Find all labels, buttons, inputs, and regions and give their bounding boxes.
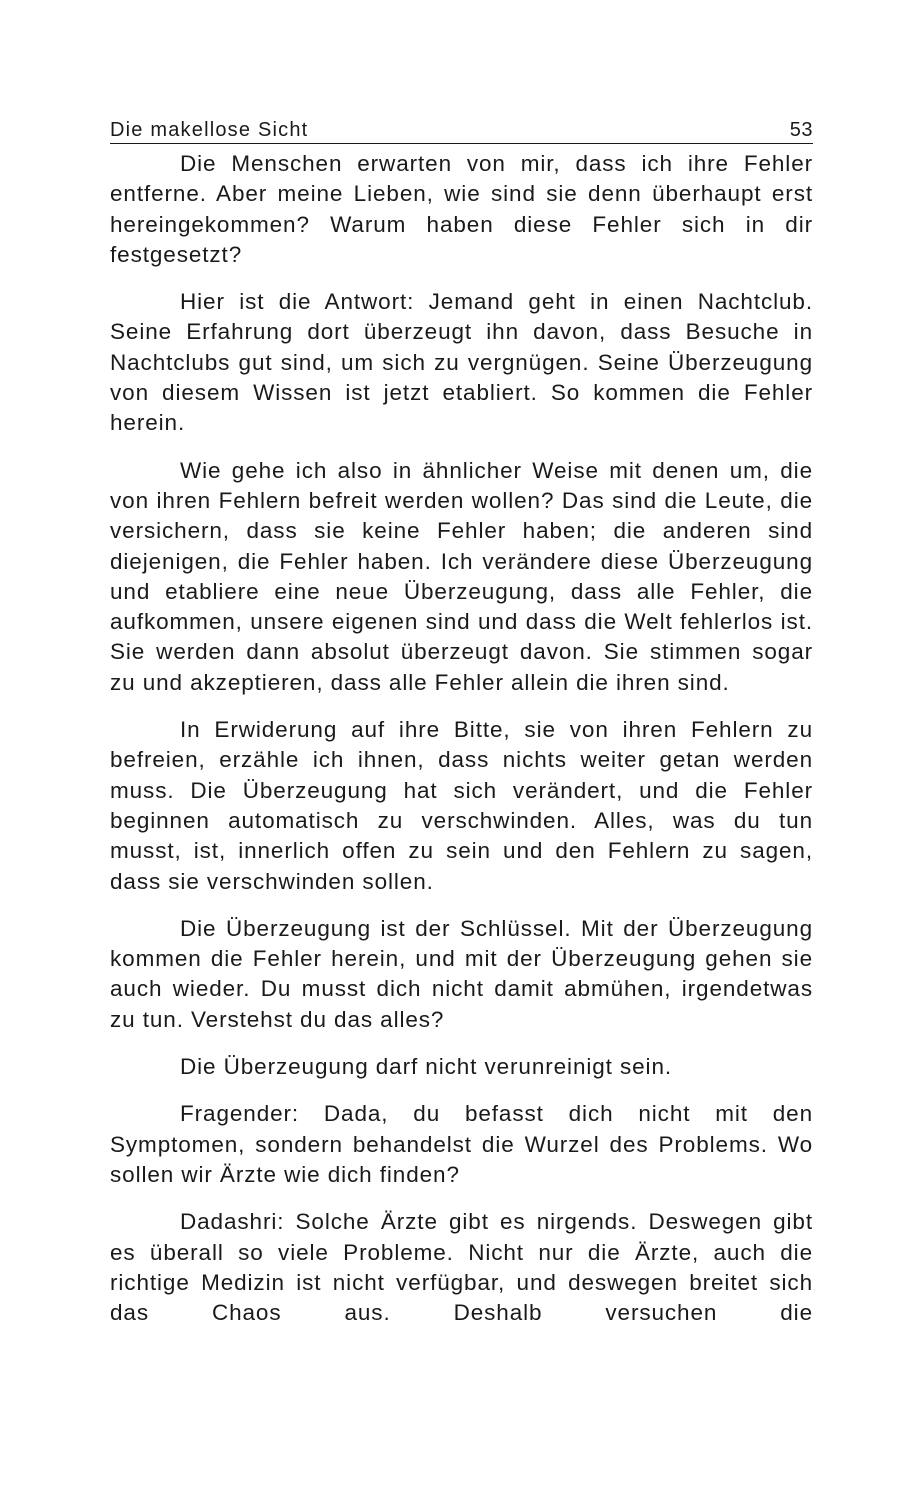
paragraph: In Erwiderung auf ihre Bitte, sie von ihren Fehlern zu befreien, erzähle ich ihnen, dass nichts weiter getan werden muss. Die Überzeugung hat sich verändert, und die Fehler beginnen automatisch zu verschwinden. Alles, was du tun musst, ist, innerlich offen zu sein und den Fehlern zu sagen, dass sie verschwinden sollen. bbox=[110, 717, 813, 894]
paragraph: Dadashri: Solche Ärzte gibt es nirgends. Deswegen gibt es überall so viele Probleme. Nicht nur die Ärzte, auch die richtige Medizin ist nicht verfügbar, und deswegen breitet sich das Chaos aus. Deshalb versuchen die bbox=[110, 1209, 813, 1326]
running-header-title: Die makellose Sicht bbox=[110, 119, 309, 141]
paragraph: Die Überzeugung darf nicht verunreinigt sein. bbox=[180, 1054, 673, 1080]
paragraph: Hier ist die Antwort: Jemand geht in einen Nachtclub. Seine Erfahrung dort überzeugt ihn davon, dass Besuche in Nachtclubs gut sind, um sich zu vergnügen. Seine Überzeugung von diesem Wissen ist jetzt etabliert. So kommen die Fehler herein. bbox=[110, 289, 813, 436]
paragraph: Fragender: Dada, du befasst dich nicht mit den Symptomen, sondern behandelst die Wurzel des Problems. Wo sollen wir Ärzte wie dich finden? bbox=[110, 1101, 813, 1187]
page-body bbox=[110, 149, 813, 1328]
book-page bbox=[110, 116, 813, 1328]
paragraph: Die Überzeugung ist der Schlüssel. Mit der Überzeugung kommen die Fehler herein, und mit der Überzeugung gehen sie auch wieder. Du musst dich nicht damit abmühen, irgendetwas zu tun. Verstehst du das alles? bbox=[110, 915, 813, 1032]
running-header bbox=[110, 116, 813, 144]
paragraph: Die Menschen erwarten von mir, dass ich ihre Fehler entferne. Aber meine Lieben, wie sind sie denn überhaupt erst hereingekommen? Warum haben diese Fehler sich in dir festgesetzt? bbox=[110, 151, 813, 267]
paragraph: Wie gehe ich also in ähnlicher Weise mit denen um, die von ihren Fehlern befreit werden wollen? Das sind die Leute, die versichern, dass sie keine Fehler haben; die anderen sind diejenigen, die Fehler haben. Ich verändere diese Überzeugung und etabliere eine neue Überzeugung, dass alle Fehler, die aufkommen, unsere eigenen sind und dass die Welt fehlerlos ist. Sie werden dann absolut überzeugt davon. Sie stimmen sogar zu und akzeptieren, dass alle Fehler allein die ihren sind. bbox=[110, 457, 813, 695]
page-number: 53 bbox=[789, 119, 813, 141]
